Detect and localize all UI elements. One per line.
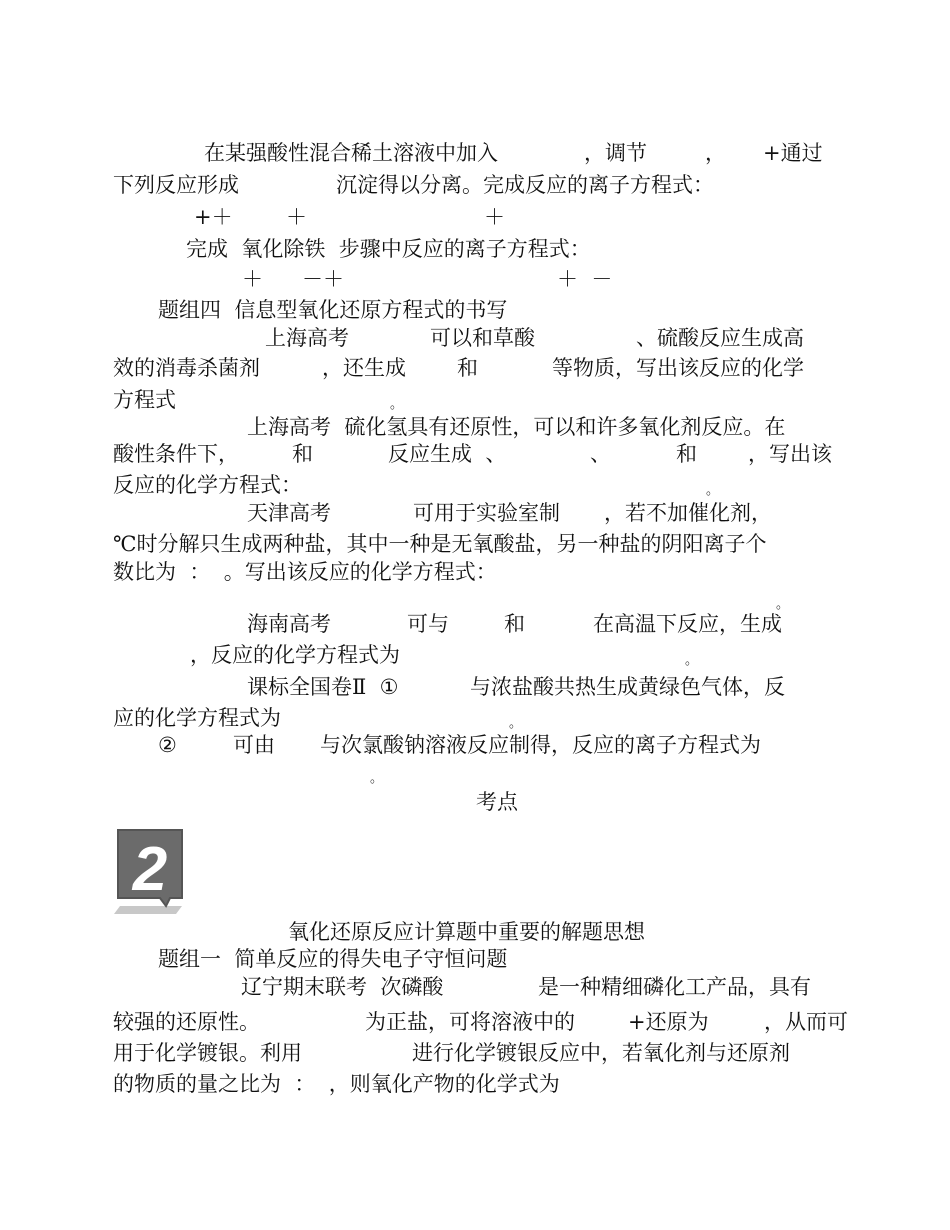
text-line: 辽宁期末联考 次磷酸 <box>241 975 444 999</box>
text-line: 、硫酸反应生成高 <box>636 326 804 350</box>
text-line: ② <box>158 733 177 757</box>
text-line: 方程式 <box>113 388 176 412</box>
text-line: 。 <box>776 597 790 612</box>
text-line: ，反应的化学方程式为 <box>190 643 400 667</box>
text-line: 较强的还原性。 <box>113 1010 260 1034</box>
text-line: 。 <box>685 653 699 668</box>
text-line: 与浓盐酸共热生成黄绿色气体，反 <box>470 675 785 699</box>
text-line: 与次氯酸钠溶液反应制得，反应的离子方程式为 <box>320 733 761 757</box>
equation-line: ＋ － <box>557 267 613 291</box>
text-line: 的物质的量之比为 ： ，则氧化产物的化学式为 <box>113 1072 560 1096</box>
text-line: 反应的化学方程式： <box>113 473 302 497</box>
group-title: 题组一 简单反应的得失电子守恒问题 <box>158 947 508 971</box>
text-line: 进行化学镀银反应中，若氧化剂与还原剂 <box>412 1041 790 1065</box>
text-line: 。 <box>706 483 720 498</box>
text-line: 上海高考 硫化氢具有还原性，可以和许多氧化剂反应。在 <box>247 415 786 439</box>
text-line: 。 <box>390 397 404 412</box>
text-line: 和 <box>292 442 313 466</box>
equation-line: ＋ <box>242 267 263 291</box>
text-line: 可以和草酸 <box>430 326 535 350</box>
text-line: 天津高考 <box>247 501 331 525</box>
text-line: 。 <box>509 716 523 731</box>
svg-text:2: 2 <box>132 835 168 904</box>
text-line: ，从而可 <box>764 1010 848 1034</box>
text-line: 和 <box>504 612 525 636</box>
text-line: 应的化学方程式为 <box>113 706 281 730</box>
text-line: 数比为 ： 。写出该反应的化学方程式： <box>113 560 497 584</box>
text-line: ，调节 <box>584 141 647 165</box>
text-line: 可与 <box>407 612 449 636</box>
text-line: 。 <box>370 771 384 786</box>
equation-line: －＋ <box>302 267 344 291</box>
text-line: 在某强酸性混合稀土溶液中加入 <box>204 141 498 165</box>
text-line: 效的消毒杀菌剂 <box>113 356 260 380</box>
text-line: 和 <box>457 356 478 380</box>
section-number-badge <box>112 826 188 914</box>
text-line: 、 <box>590 442 611 466</box>
text-line: 课标全国卷Ⅱ ① <box>247 675 399 699</box>
text-line: ，还生成 <box>322 356 406 380</box>
text-line: 在高温下反应，生成 <box>593 612 782 636</box>
section-label: 考点 <box>476 790 518 814</box>
text-line: 下列反应形成 <box>113 173 239 197</box>
text-line: 为正盐，可将溶液中的 <box>365 1010 575 1034</box>
text-line: +通过 <box>763 141 823 165</box>
text-line: ，写出该 <box>748 442 832 466</box>
text-line: 可用于实验室制 <box>413 501 560 525</box>
text-line: 和 <box>676 442 697 466</box>
text-line: 海南高考 <box>247 612 331 636</box>
section-title: 氧化还原反应计算题中重要的解题思想 <box>288 920 645 944</box>
text-line: 沉淀得以分离。完成反应的离子方程式： <box>336 173 714 197</box>
text-line: ，若不加催化剂， <box>604 501 772 525</box>
text-line: 等物质，写出该反应的化学 <box>552 356 804 380</box>
text-line: 上海高考 <box>265 326 349 350</box>
text-line: ℃时分解只生成两种盐，其中一种是无氧酸盐，另一种盐的阴阳离子个 <box>113 532 767 556</box>
equation-line: +＋ <box>194 205 233 229</box>
text-line: 酸性条件下， <box>113 442 239 466</box>
equation-line: ＋ <box>286 205 307 229</box>
text-line: +还原为 <box>628 1010 709 1034</box>
text-line: 可由 <box>233 733 275 757</box>
text-line: 反应生成 、 <box>388 442 507 466</box>
text-line: ， <box>705 141 726 165</box>
equation-line: ＋ <box>484 205 505 229</box>
group-title: 题组四 信息型氧化还原方程式的书写 <box>158 298 508 322</box>
text-line: 是一种精细磷化工产品，具有 <box>538 975 811 999</box>
text-line: 用于化学镀银。利用 <box>113 1041 302 1065</box>
text-line: 完成 氧化除铁 步骤中反应的离子方程式： <box>186 237 591 261</box>
